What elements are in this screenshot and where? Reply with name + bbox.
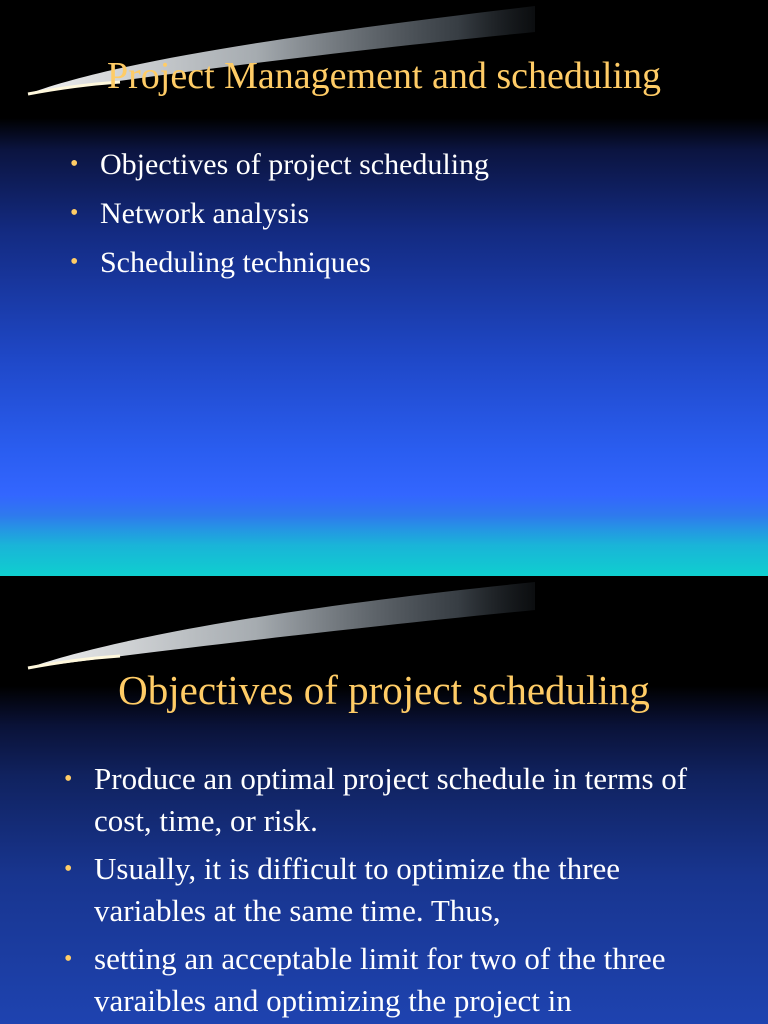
bullet-marker: •: [64, 946, 73, 972]
list-item: [70, 189, 489, 238]
bullet-marker: •: [64, 856, 73, 882]
bullet-text: Network analysis: [100, 197, 310, 230]
bullet-marker: •: [64, 766, 73, 792]
bullet-marker: •: [70, 200, 79, 226]
bullet-text: Produce an optimal project schedule in terms of cost, time, or risk.: [94, 761, 688, 838]
bullet-text: Usually, it is difficult to optimize the three variables at the same time. Thus,: [94, 851, 621, 928]
list-item: [70, 140, 489, 189]
list-item: [64, 848, 714, 932]
bullet-marker: •: [70, 151, 79, 177]
bullet-list: [64, 758, 714, 1024]
bullet-marker: •: [70, 249, 79, 275]
list-item: [64, 938, 714, 1022]
bullet-text: Objectives of project scheduling: [100, 148, 490, 181]
list-item: [70, 238, 489, 287]
bullet-text: setting an acceptable limit for two of the three varaibles and optimizing the project in: [94, 941, 666, 1018]
slide-2: [0, 576, 768, 1024]
list-item: [64, 758, 714, 842]
slide-title: Project Management and scheduling: [106, 55, 661, 97]
bullet-list: [70, 140, 489, 287]
bullet-text: Scheduling techniques: [100, 246, 371, 279]
slide-title: Objectives of project scheduling: [118, 667, 650, 713]
